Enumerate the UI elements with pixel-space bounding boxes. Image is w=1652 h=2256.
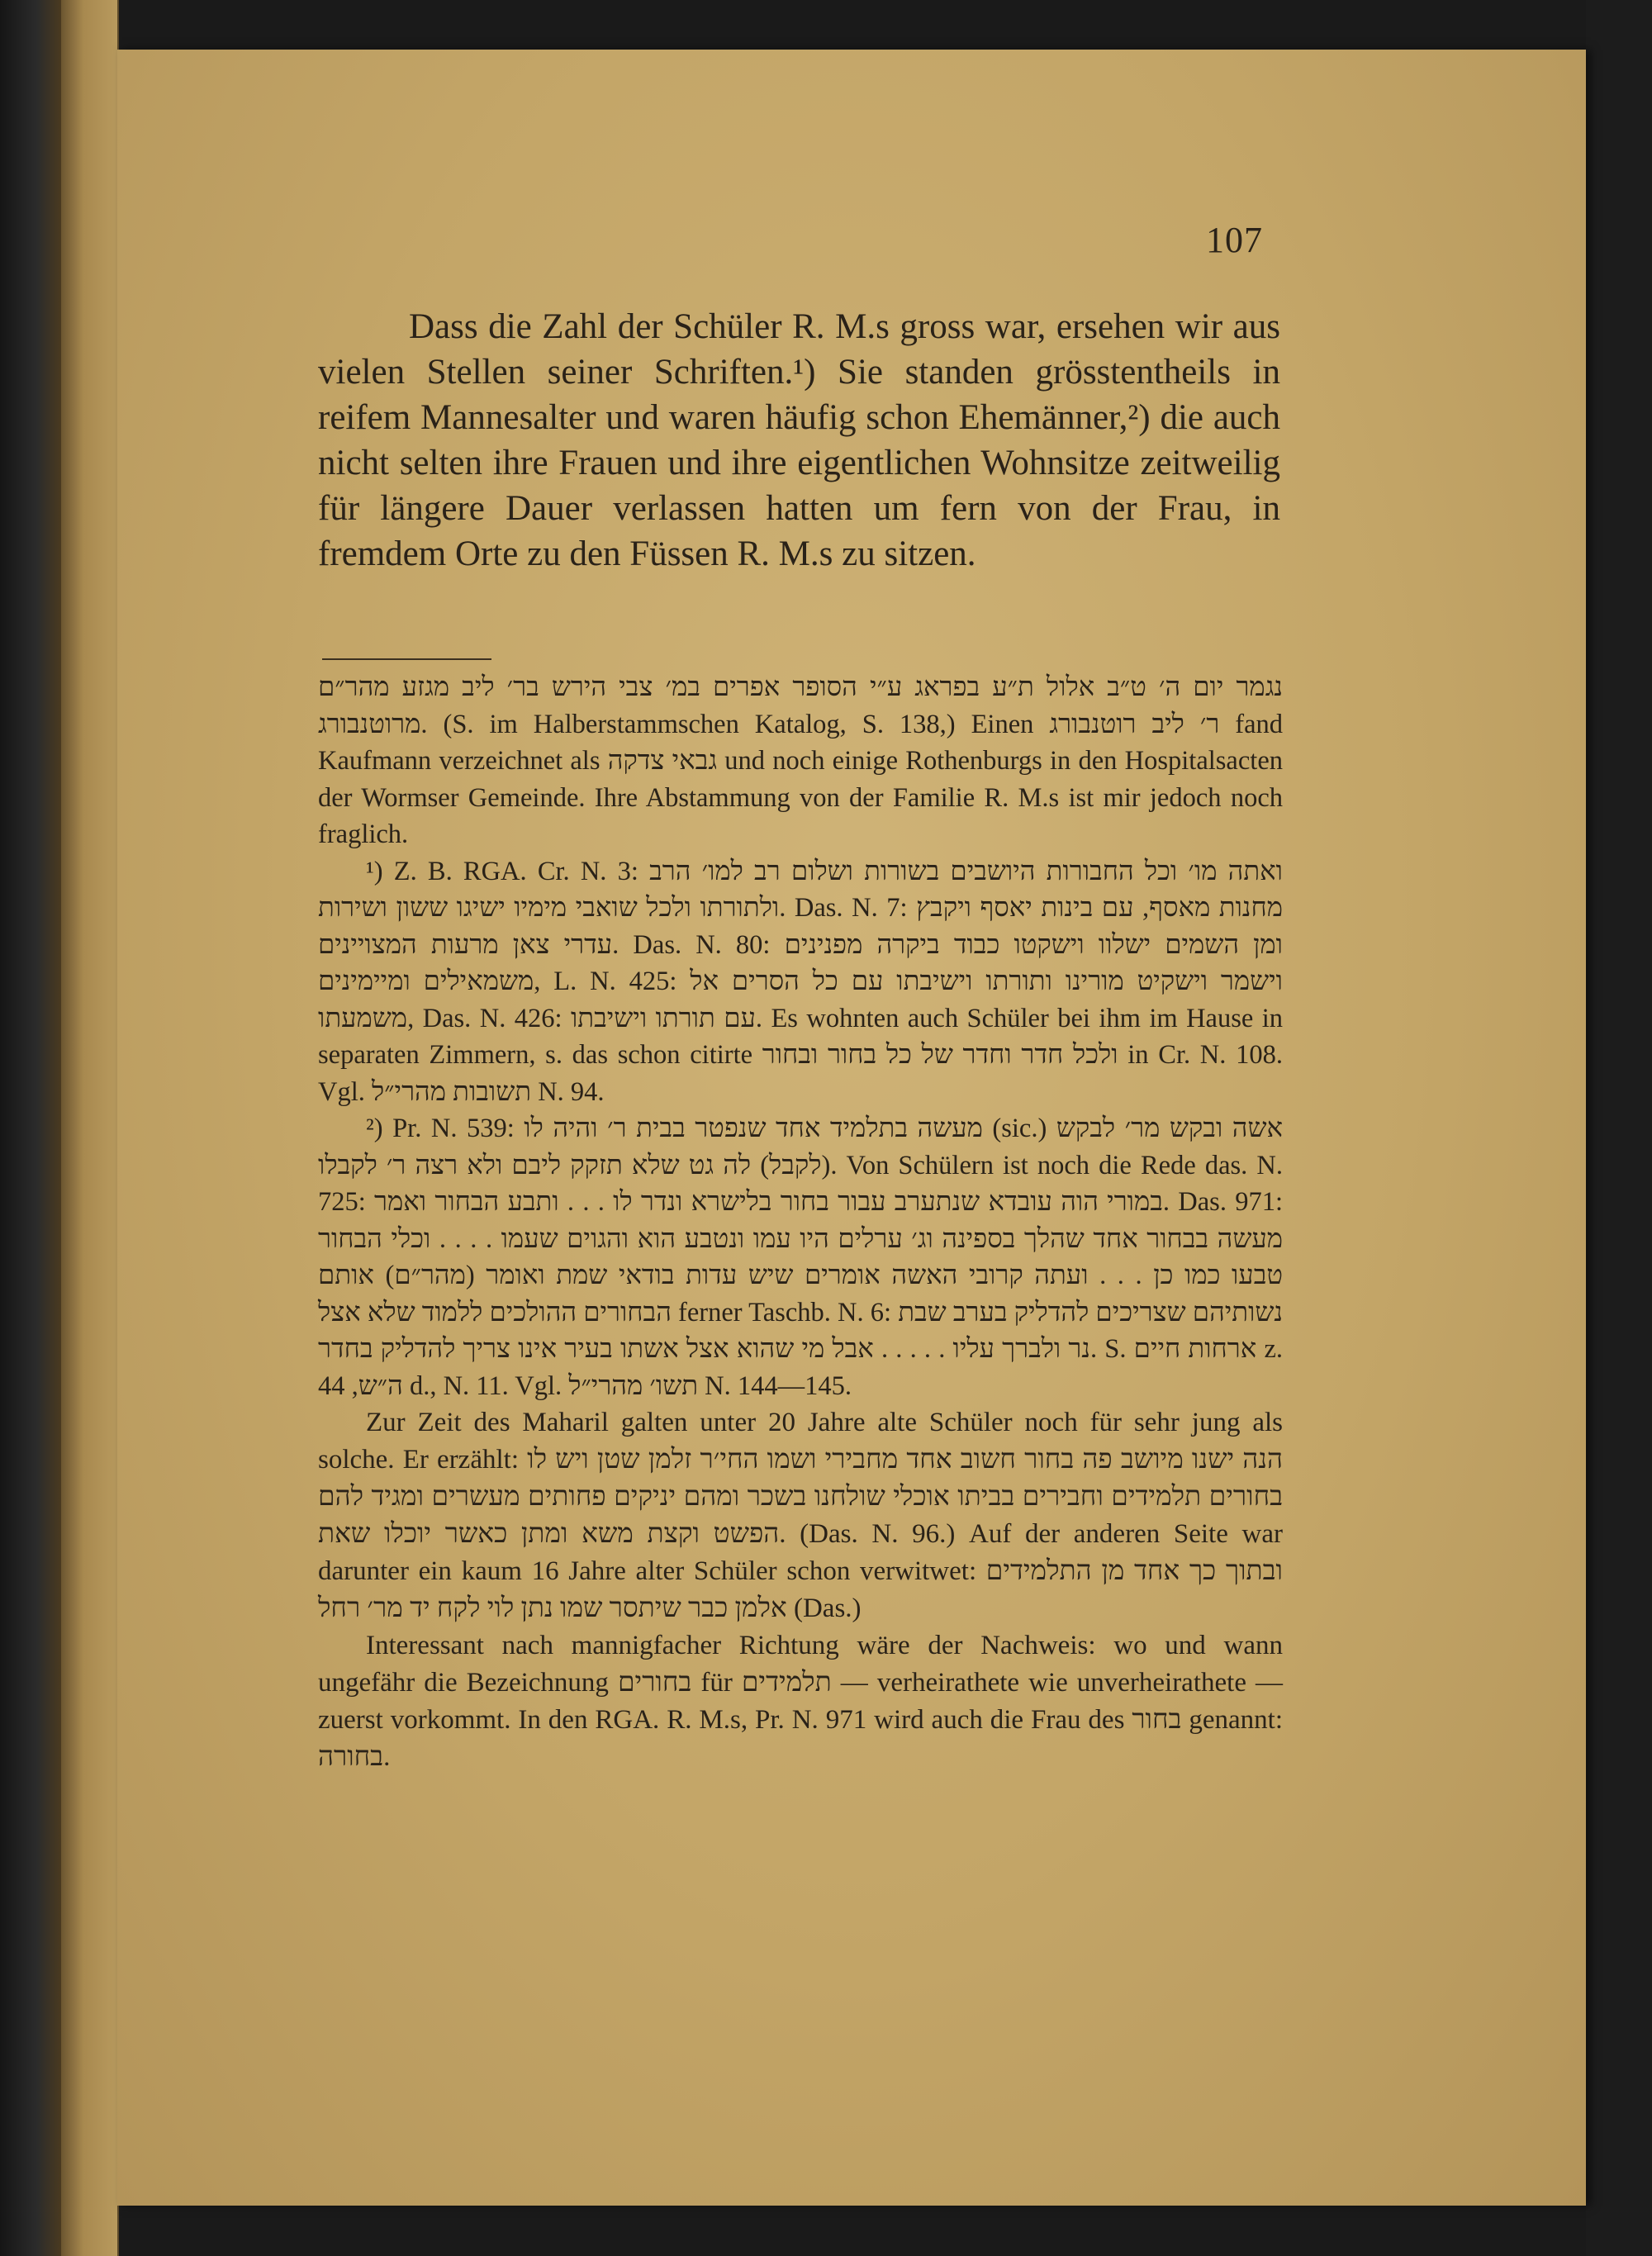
paragraph-maharil: Zur Zeit des Maharil galten unter 20 Jahre alte Schüler noch für sehr jung als solche. Er erzählt: הנה ישנו מיושב פה בחור חשוב אחד מחבירי ושמו החי׳ר זלמן שטן ויש לו בחורים תלמידים וחבירים בביתו אוכלי שולחנו בשכר ומהם יניקים פחותים מעשרים ומגיד להם הפשט וקצת משא ומתן כאשר יוכלו שאת. (Das. N. 96.) Auf der anderen Seite war darunter ein kaum 16 Jahre alter Schüler schon verwitwet: ובתוך כך אחד מן התלמידים אלמן כבר שיתסר שמו נתן לוי לקח יד מר׳ רחל (Das.) — [318, 1408, 1283, 1623]
footnote-separator — [322, 658, 491, 660]
footnote-2: ²) Pr. N. 539: מעשה בתלמיד אחד שנפטר בבית ר׳ והיה לו (sic.) אשה ובקש מר׳ לבקש (לקבל) לה גט שלא תזקק ליבם ולא רצה ר׳ לקבלו. Von Schülern ist noch die Rede das. N. 725: במורי הוה עובדא שנתערב עבור בחור בלישרא ונדר לו . . . ותבע הבחור ואמר. Das. 971: מעשה בבחור אחד שהלך בספינה וג׳ ערלים היו עמו ונטבע הוא והגוים שעמו . . . . וכלי הבחור טבעו כמו כן . . . ועתה קרובי האשה אומרים שיש עדות בודאי שמת ואומר (מהר״ם) אותם הבחורים ההולכים ללמוד שלא אצל ferner Taschb. N. 6: נשותיהם שצריכים להדליק בערב שבת נר ולברך עליו . . . . . אבל מי שהוא אצל אשתו בעיר אינו צריך להדליק בחדר. S. ארחות חיים z. ה״ש, 44 d., N. 11. Vgl. תשו׳ מהרי״ל N. 144—145. — [318, 1114, 1284, 1401]
main-paragraph: Dass die Zahl der Schüler R. M.s gross war, ersehen wir aus vielen Stellen seiner Schriften.¹) Sie standen grösstentheils in reifem Mannesalter und waren häufig schon Ehemänner,²) die auch nicht selten ihre Frauen und ihre eigentlichen Wohnsitze zeitweilig für längere Dauer verlassen hatten um fern von der Frau, in fremdem Orte zu den Füssen R. M.s zu sitzen. — [318, 307, 1280, 573]
footnote-1: ¹) Z. B. RGA. Cr. N. 3: ואתה מו׳ וכל החבורות היושבים בשורות ושלום רב למו׳ הרב ולתורתו ולכל שואבי מימיו ישיגו ששון ושירות. Das. N. 7: מחנות מאסף, עם בינות יאסף ויקבץ עדרי צאן מרעות המצויינים. Das. N. 80: ומן השמים ישלוו וישקטו כבוד ביקרה מפנינים משמאילים ומיימינים, L. N. 425: וישמר וישקיט מורינו ותורתו וישיבתו עם כל הסרים אל משמעתו, Das. N. 426: עם תורתו וישיבתו. Es wohnten auch Schüler bei ihm im Hause in separaten Zimmern, s. das schon citirte ולכל חדר וחדר של כל בחור ובחור in Cr. N. 108. Vgl. תשובות מהרי״ל N. 94. — [318, 856, 1284, 1107]
book-binding-left — [0, 0, 61, 2256]
book-cover-right — [1586, 0, 1652, 2256]
main-text — [318, 304, 1280, 577]
footnotes-block — [318, 669, 1283, 1776]
paragraph-interessant: Interessant nach mannigfacher Richtung wäre der Nachweis: wo und wann ungefähr die Bezeichnung בחורים für תלמידים — verheirathete wie unverheirathete — zuerst vorkommt. In den RGA. R. M.s, Pr. N. 971 wird auch die Frau des בחור genannt: בחורה. — [318, 1631, 1283, 1772]
facing-page-edge — [61, 0, 119, 2256]
page-number: 107 — [1206, 220, 1263, 260]
footnote-continued: נגמר יום ה׳ ט״ב אלול ת״ע בפראג ע״י הסופר אפרים במ׳ צבי הירש בר׳ ליב מגזע מהר״ם מרוטנבורג. (S. im Halberstammschen Katalog, S. 138,) Einen ר׳ ליב רוטנבורג fand Kaufmann verzeichnet als גבאי צדקה und noch einige Rothenburgs in den Hospitalsacten der Wormser Gemeinde. Ihre Abstammung von der Familie R. M.s ist mir jedoch noch fraglich. — [318, 672, 1284, 849]
